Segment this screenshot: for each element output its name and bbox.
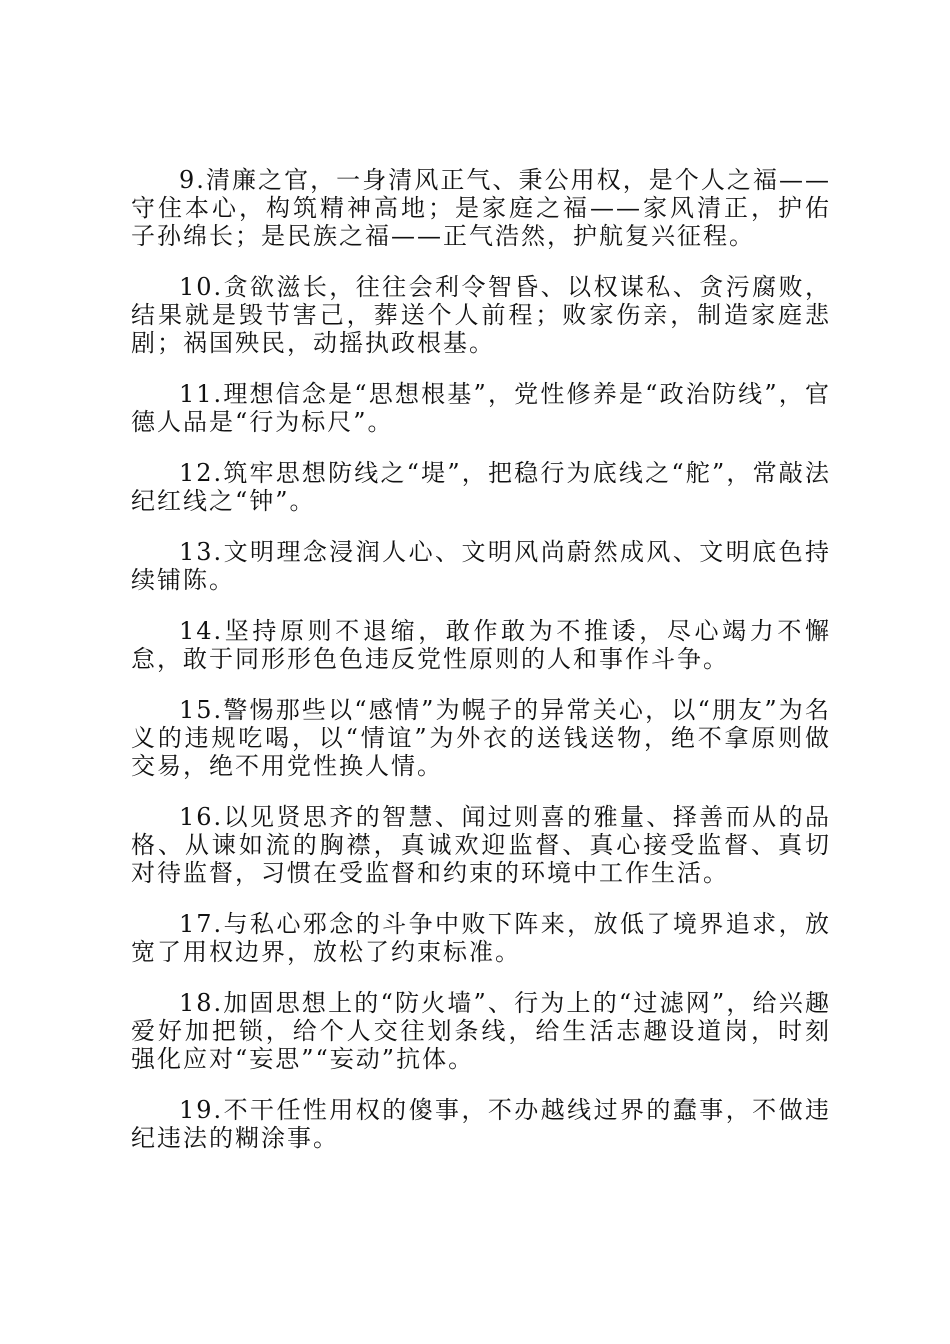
paragraph-11: 11.理想信念是“思想根基”，党性修养是“政治防线”，官德人品是“行为标尺”。 — [131, 380, 831, 436]
document-body — [131, 166, 831, 1175]
paragraph-16: 16.以见贤思齐的智慧、闻过则喜的雅量、择善而从的品格、从谏如流的胸襟，真诚欢迎监督、真心接受监督、真切对待监督，习惯在受监督和约束的环境中工作生活。 — [131, 803, 831, 887]
paragraph-18: 18.加固思想上的“防火墙”、行为上的“过滤网”，给兴趣爱好加把锁，给个人交往划条线，给生活志趣设道岗，时刻强化应对“妄思”“妄动”抗体。 — [131, 989, 831, 1073]
paragraph-14: 14.坚持原则不退缩，敢作敢为不推诿，尽心竭力不懈怠，敢于同形形色色违反党性原则的人和事作斗争。 — [131, 617, 831, 673]
paragraph-9: 9.清廉之官，一身清风正气、秉公用权，是个人之福——守住本心，构筑精神高地；是家庭之福——家风清正，护佑子孙绵长；是民族之福——正气浩然，护航复兴征程。 — [131, 166, 831, 250]
paragraph-10: 10.贪欲滋长，往往会利令智昏、以权谋私、贪污腐败，结果就是毁节害己，葬送个人前程；败家伤亲，制造家庭悲剧；祸国殃民，动摇执政根基。 — [131, 273, 831, 357]
paragraph-12: 12.筑牢思想防线之“堤”，把稳行为底线之“舵”，常敲法纪红线之“钟”。 — [131, 459, 831, 515]
paragraph-17: 17.与私心邪念的斗争中败下阵来，放低了境界追求，放宽了用权边界，放松了约束标准。 — [131, 910, 831, 966]
paragraph-19: 19.不干任性用权的傻事，不办越线过界的蠢事，不做违纪违法的糊涂事。 — [131, 1096, 831, 1152]
paragraph-15: 15.警惕那些以“感情”为幌子的异常关心，以“朋友”为名义的违规吃喝，以“情谊”为外衣的送钱送物，绝不拿原则做交易，绝不用党性换人情。 — [131, 696, 831, 780]
paragraph-13: 13.文明理念浸润人心、文明风尚蔚然成风、文明底色持续铺陈。 — [131, 538, 831, 594]
